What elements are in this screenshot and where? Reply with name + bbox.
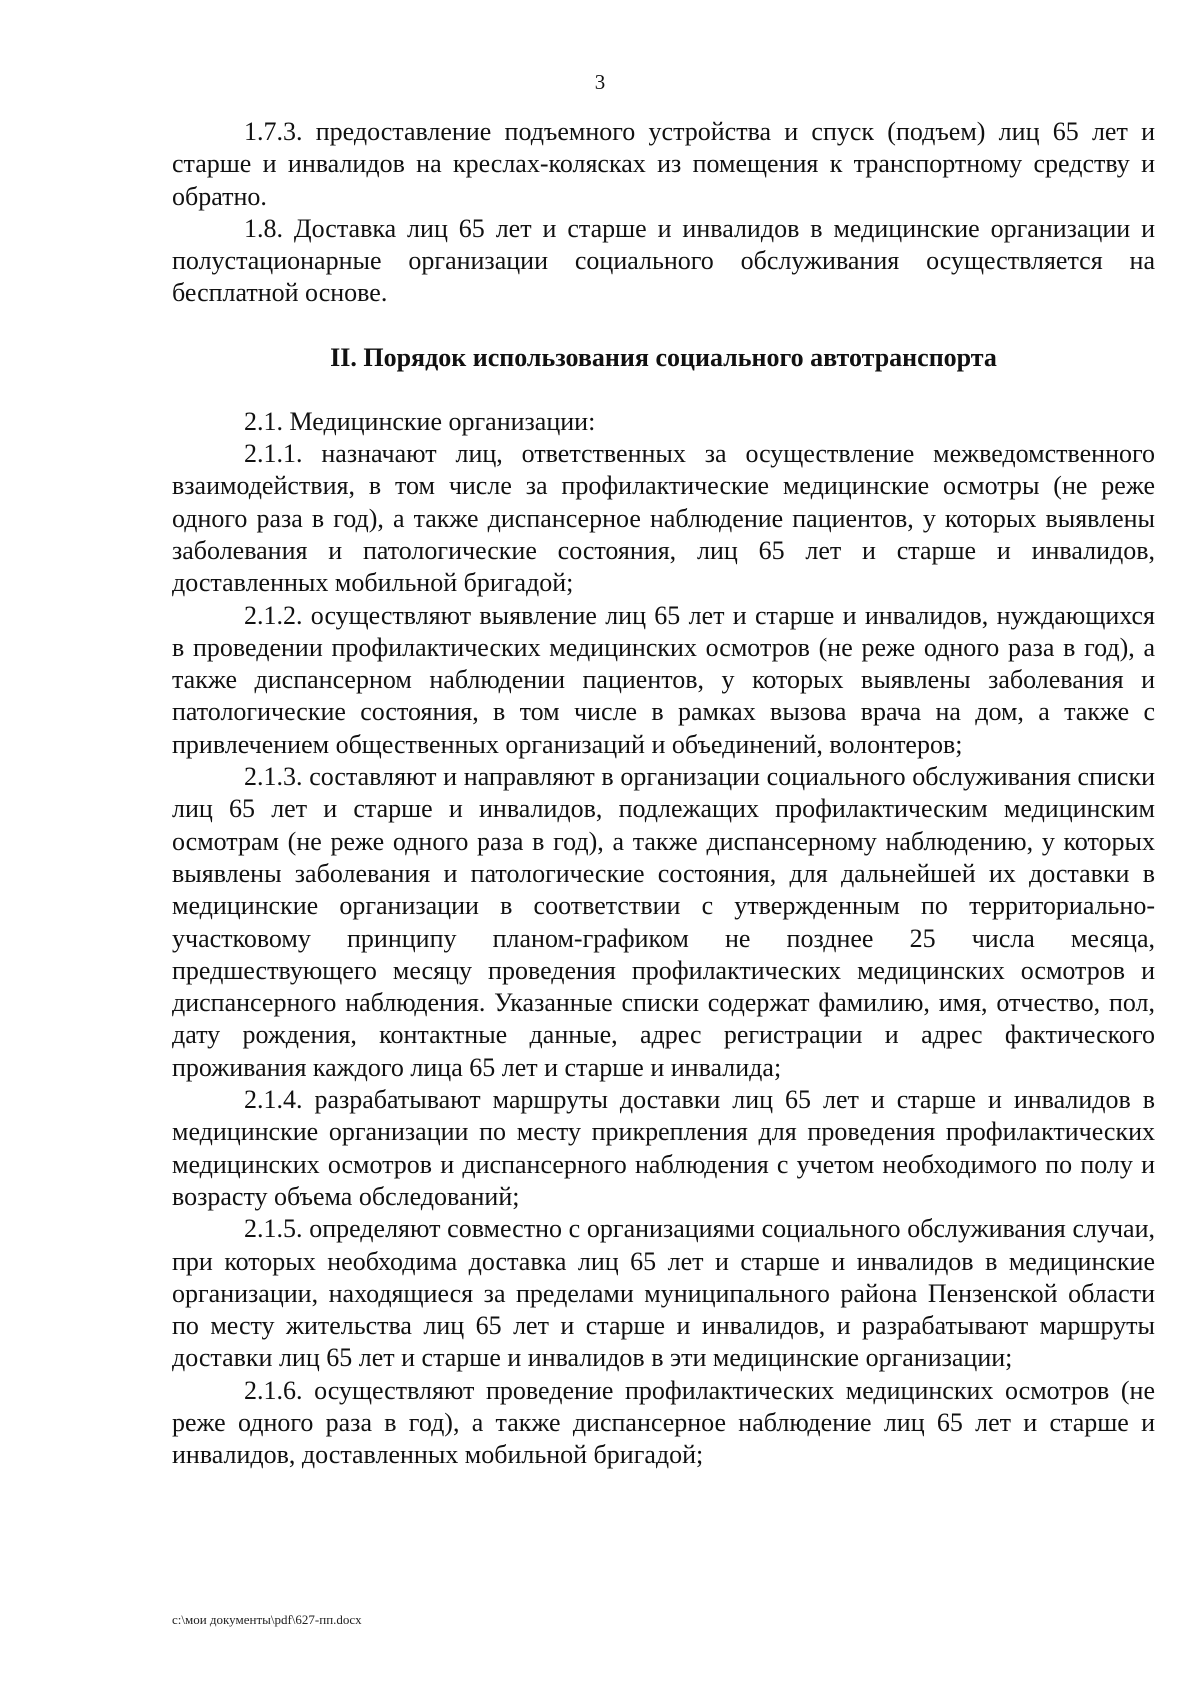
page-number: 3 — [594, 70, 606, 94]
document-body — [172, 116, 1155, 1472]
paragraph-1-7-3: 1.7.3. предоставление подъемного устройства и спуск (подъем) лиц 65 лет и старше и инвалидов на креслах-колясках из помещения к транспортному средству и обратно. — [172, 117, 1155, 211]
paragraph-2-1-1: 2.1.1. назначают лиц, ответственных за осуществление межведомственного взаимодействия, в том числе за профилактические медицинские осмотры (не реже одного раза в год), а также диспансерное наблюдение пациентов, у которых выявлены заболевания и патологические состояния, лиц 65 лет и старше и инвалидов, доставленных мобильной бригадой; — [172, 439, 1155, 598]
paragraph-2-1: 2.1. Медицинские организации: — [244, 406, 596, 436]
section-heading: II. Порядок использования социального автотранспорта — [330, 342, 997, 372]
paragraph-2-1-3: 2.1.3. составляют и направляют в организации социального обслуживания списки лиц 65 лет и старше и инвалидов, подлежащих профилактическим медицинским осмотрам (не реже одного раза в год), а также диспансерному наблюдению, у которых выявлены заболевания и патологические состояния, для дальнейшей их доставки в медицинские организации в соответствии с утвержденным по территориально-участковому принципу планом-графиком не позднее 25 числа месяца, предшествующего месяцу проведения профилактических медицинских осмотров и диспансерного наблюдения. Указанные списки содержат фамилию, имя, отчество, пол, дату рождения, контактные данные, адрес регистрации и адрес фактического проживания каждого лица 65 лет и старше и инвалида; — [172, 762, 1155, 1082]
paragraph-2-1-4: 2.1.4. разрабатывают маршруты доставки лиц 65 лет и старше и инвалидов в медицинские организации по месту прикрепления для проведения профилактических медицинских осмотров и диспансерного наблюдения с учетом необходимого по полу и возрасту объема обследований; — [172, 1085, 1155, 1211]
paragraph-2-1-6: 2.1.6. осуществляют проведение профилактических медицинских осмотров (не реже одного раза в год), а также диспансерное наблюдение лиц 65 лет и старше и инвалидов, доставленных мобильной бригадой; — [172, 1375, 1155, 1470]
paragraph-2-1-5: 2.1.5. определяют совместно с организациями социального обслуживания случаи, при которых необходима доставка лиц 65 лет и старше и инвалидов в медицинские организации, находящиеся за пределами муниципального района Пензенской области по месту жительства лиц 65 лет и старше и инвалидов, и разрабатывают маршруты доставки лиц 65 лет и старше и инвалидов в эти медицинские организации; — [172, 1214, 1155, 1373]
paragraph-1-8: 1.8. Доставка лиц 65 лет и старше и инвалидов в медицинские организации и полустационарные организации социального обслуживания осуществляется на бесплатной основе. — [172, 213, 1155, 308]
footer-file-path: c:\мои документы\pdf\627-пп.docx — [172, 1612, 362, 1627]
paragraph-2-1-2: 2.1.2. осуществляют выявление лиц 65 лет и старше и инвалидов, нуждающихся в проведении профилактических медицинских осмотров (не реже одного раза в год), а также диспансерном наблюдении пациентов, у которых выявлены заболевания и патологические состояния, в том числе в рамках вызова врача на дом, а также с привлечением общественных организаций и объединений, волонтеров; — [172, 600, 1155, 759]
